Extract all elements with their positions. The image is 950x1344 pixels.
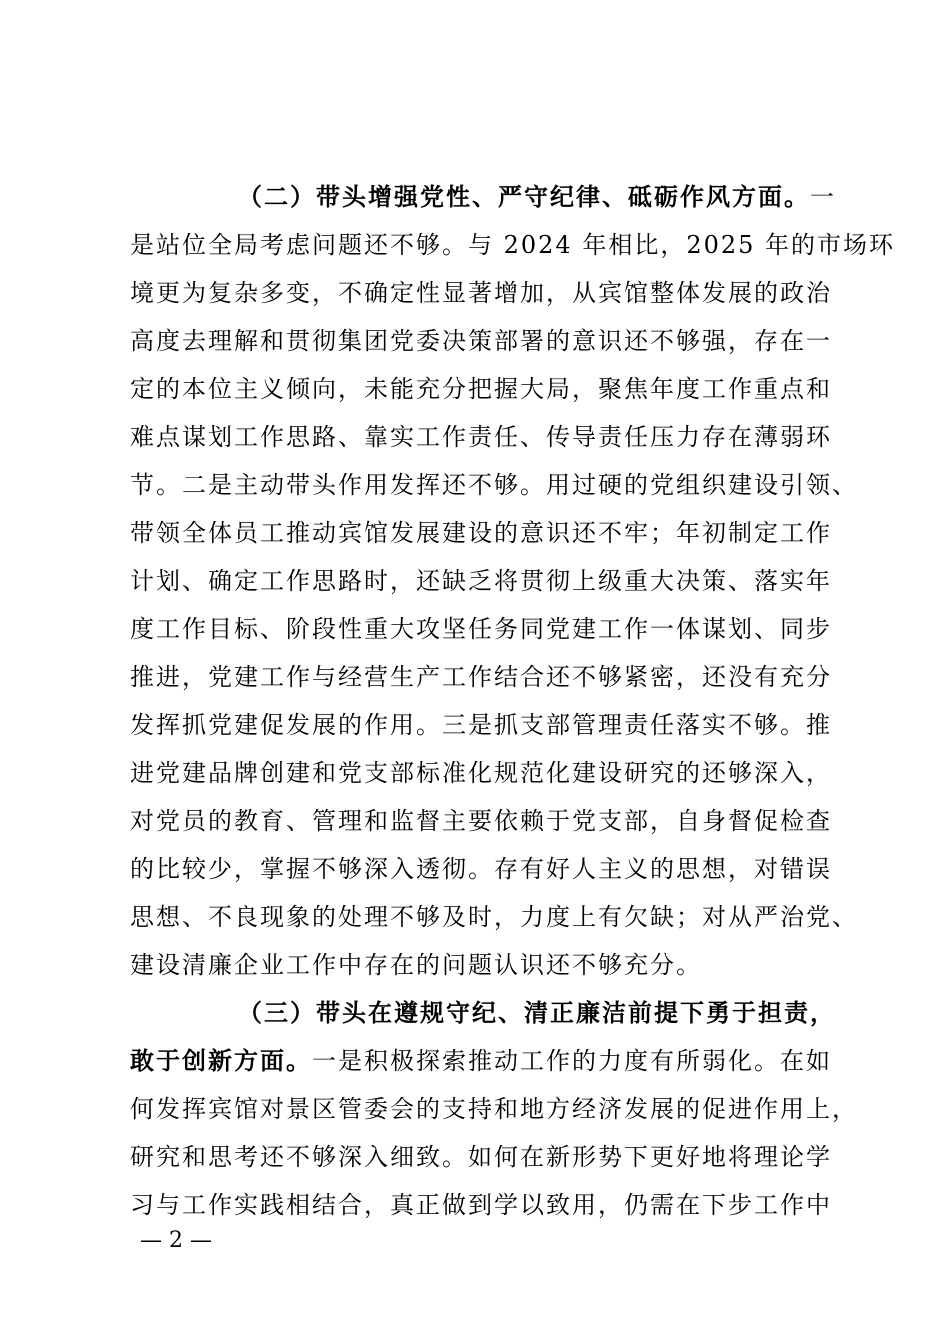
section3-line-2-rest: 一是积极探索推动工作的力度有所弱化。在如 [312,1047,832,1075]
paragraph-line: 进党建品牌创建和党支部标准化规范化建设研究的还够深入， [130,759,832,787]
section3-heading-line-1: （三）带头在遵规守纪、清正廉洁前提下勇于担责， [238,998,836,1027]
paragraph-line: 建设清廉企业工作中存在的问题认识还不够充分。 [130,951,702,979]
paragraph-line: 定的本位主义倾向，未能充分把握大局，聚焦年度工作重点和 [130,375,832,403]
paragraph-line: 节。二是主动带头作用发挥还不够。用过硬的党组织建设引领、 [130,471,858,499]
paragraph-line: 高度去理解和贯彻集团党委决策部署的意识还不够强，存在一 [130,327,832,355]
section3-heading-line-2: 敢于创新方面。 [130,1046,312,1075]
paragraph-line: 度工作目标、阶段性重大攻坚任务同党建工作一体谋划、同步 [130,615,832,643]
paragraph-line: 习与工作实践相结合，真正做到学以致用，仍需在下步工作中 [130,1191,832,1219]
paragraph-line: 推进，党建工作与经营生产工作结合还不够紧密，还没有充分 [130,663,832,691]
paragraph-line: 的比较少，掌握不够深入透彻。存有好人主义的思想，对错误 [130,855,832,883]
paragraph-line: 何发挥宾馆对景区管委会的支持和地方经济发展的促进作用上， [130,1095,858,1123]
paragraph-line: 带领全体员工推动宾馆发展建设的意识还不牢；年初制定工作 [130,519,832,547]
paragraph-line: 对党员的教育、管理和监督主要依赖于党支部，自身督促检查 [130,807,832,835]
paragraph-line: 境更为复杂多变，不确定性显著增加，从宾馆整体发展的政治 [130,279,832,307]
paragraph-line: 研究和思考还不够深入细致。如何在新形势下更好地将理论学 [130,1143,832,1171]
paragraph-line: 发挥抓党建促发展的作用。三是抓支部管理责任落实不够。推 [130,711,832,739]
section2-line-1-rest: 一 [810,183,836,211]
section3-line-2 [130,1044,832,1078]
paragraph-line: 难点谋划工作思路、靠实工作责任、传导责任压力存在薄弱环 [130,423,832,451]
page-number: — 2 — [140,1228,212,1253]
paragraph-line: 是站位全局考虑问题还不够。与 2024 年相比，2025 年的市场环 [130,231,896,259]
paragraph-line: 思想、不良现象的处理不够及时，力度上有欠缺；对从严治党、 [130,903,858,931]
section2-line-1 [238,180,836,214]
section2-heading: （二）带头增强党性、严守纪律、砥砺作风方面。 [238,182,810,211]
paragraph-line: 计划、确定工作思路时，还缺乏将贯彻上级重大决策、落实年 [130,567,832,595]
